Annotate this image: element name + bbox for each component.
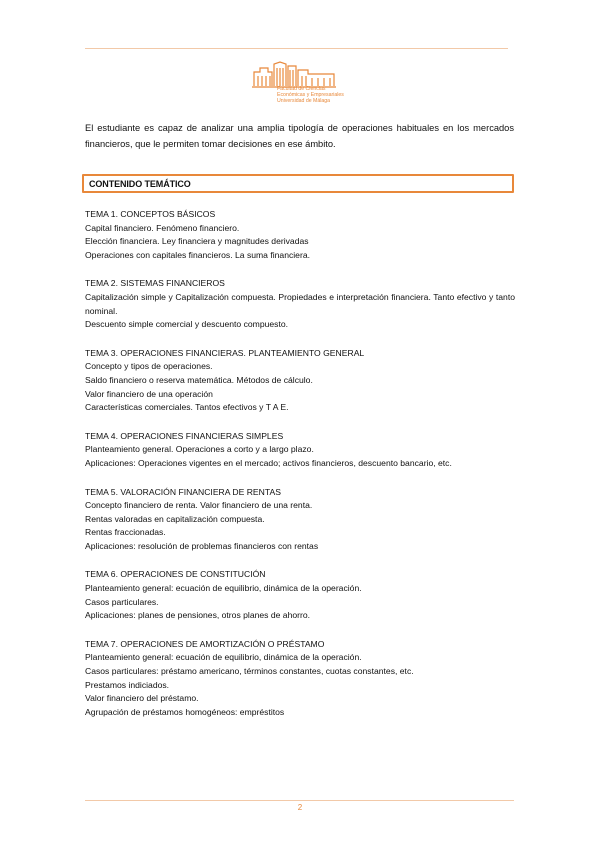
topic-line: Rentas fraccionadas. (85, 527, 166, 538)
intro-paragraph: El estudiante es capaz de analizar una amplia tipología de operaciones habituales en los mercados financieros, que le permiten tomar decisiones en ese ámbito. (85, 123, 514, 149)
topic-list (85, 208, 515, 734)
topic-heading: TEMA 1. CONCEPTOS BÁSICOS (85, 209, 216, 219)
header-rule (85, 48, 508, 49)
topic-line: Aplicaciones: resolución de problemas financieros con rentas (85, 540, 319, 551)
topic-line: Agrupación de préstamos homogéneos: empréstitos (85, 706, 285, 717)
topic-heading: TEMA 2. SISTEMAS FINANCIEROS (85, 278, 225, 289)
topic-line: Casos particulares. (85, 596, 159, 607)
topic-line: Concepto financiero de renta. Valor financiero de una renta. (85, 500, 313, 511)
topic-line: Operaciones con capitales financieros. La suma financiera. (85, 249, 310, 260)
topic-heading: TEMA 3. OPERACIONES FINANCIERAS. PLANTEAMIENTO GENERAL (85, 347, 365, 358)
topic-4 (85, 430, 515, 471)
topic-line: Descuento simple comercial y descuento compuesto. (85, 319, 289, 330)
topic-line: Prestamos indiciados. (85, 679, 170, 690)
topic-line: Aplicaciones: Operaciones vigentes en el mercado; activos financieros, descuento bancario, etc. (85, 457, 452, 468)
topic-line: Planteamiento general. Operaciones a corto y a largo plazo. (85, 444, 314, 455)
topic-line: Planteamiento general: ecuación de equilibrio, dinámica de la operación. (85, 583, 362, 594)
logo-line-1: Facultad de Ciencias (277, 86, 326, 92)
topic-line: Valor financiero de una operación (85, 388, 213, 399)
topic-line: Características comerciales. Tantos efectivos y T A E. (85, 402, 289, 413)
topic-6 (85, 568, 515, 622)
topic-heading: TEMA 4. OPERACIONES FINANCIERAS SIMPLES (85, 430, 284, 441)
topic-line: Valor financiero del préstamo. (85, 693, 199, 704)
topic-2 (85, 277, 515, 331)
topic-line: Rentas valoradas en capitalización compuesta. (85, 513, 265, 524)
topic-line: Capital financiero. Fenómeno financiero. (85, 222, 240, 233)
topic-1 (85, 208, 515, 262)
topic-heading: TEMA 7. OPERACIONES DE AMORTIZACIÓN O PRÉSTAMO (85, 638, 325, 649)
topic-line: Elección financiera. Ley financiera y magnitudes derivadas (85, 236, 309, 247)
topic-line: Aplicaciones: planes de pensiones, otros planes de ahorro. (85, 610, 311, 621)
topic-heading: TEMA 6. OPERACIONES DE CONSTITUCIÓN (85, 569, 266, 580)
topic-heading: TEMA 5. VALORACIÓN FINANCIERA DE RENTAS (85, 486, 281, 497)
topic-line: Capitalización simple y Capitalización compuesta. Propiedades e interpretación financiera. Tanto efectivo y tanto nominal. (85, 291, 515, 316)
topic-line: Casos particulares: préstamo americano, términos constantes, cuotas constantes, etc. (85, 666, 414, 677)
topic-7 (85, 638, 515, 720)
section-title: CONTENIDO TEMÁTICO (89, 179, 191, 189)
logo-line-2: Económicas y Empresariales (277, 92, 344, 98)
topic-line: Planteamiento general: ecuación de equilibrio, dinámica de la operación. (85, 652, 362, 663)
footer-rule (85, 800, 514, 801)
logo-line-3: Universidad de Málaga (277, 98, 331, 104)
faculty-logo (250, 58, 350, 118)
page-number: 2 (297, 803, 303, 812)
topic-3 (85, 347, 515, 415)
topic-line: Saldo financiero o reserva matemática. Métodos de cálculo. (85, 374, 313, 385)
topic-5 (85, 486, 515, 554)
section-title-box (82, 174, 514, 193)
topic-line: Concepto y tipos de operaciones. (85, 361, 213, 372)
